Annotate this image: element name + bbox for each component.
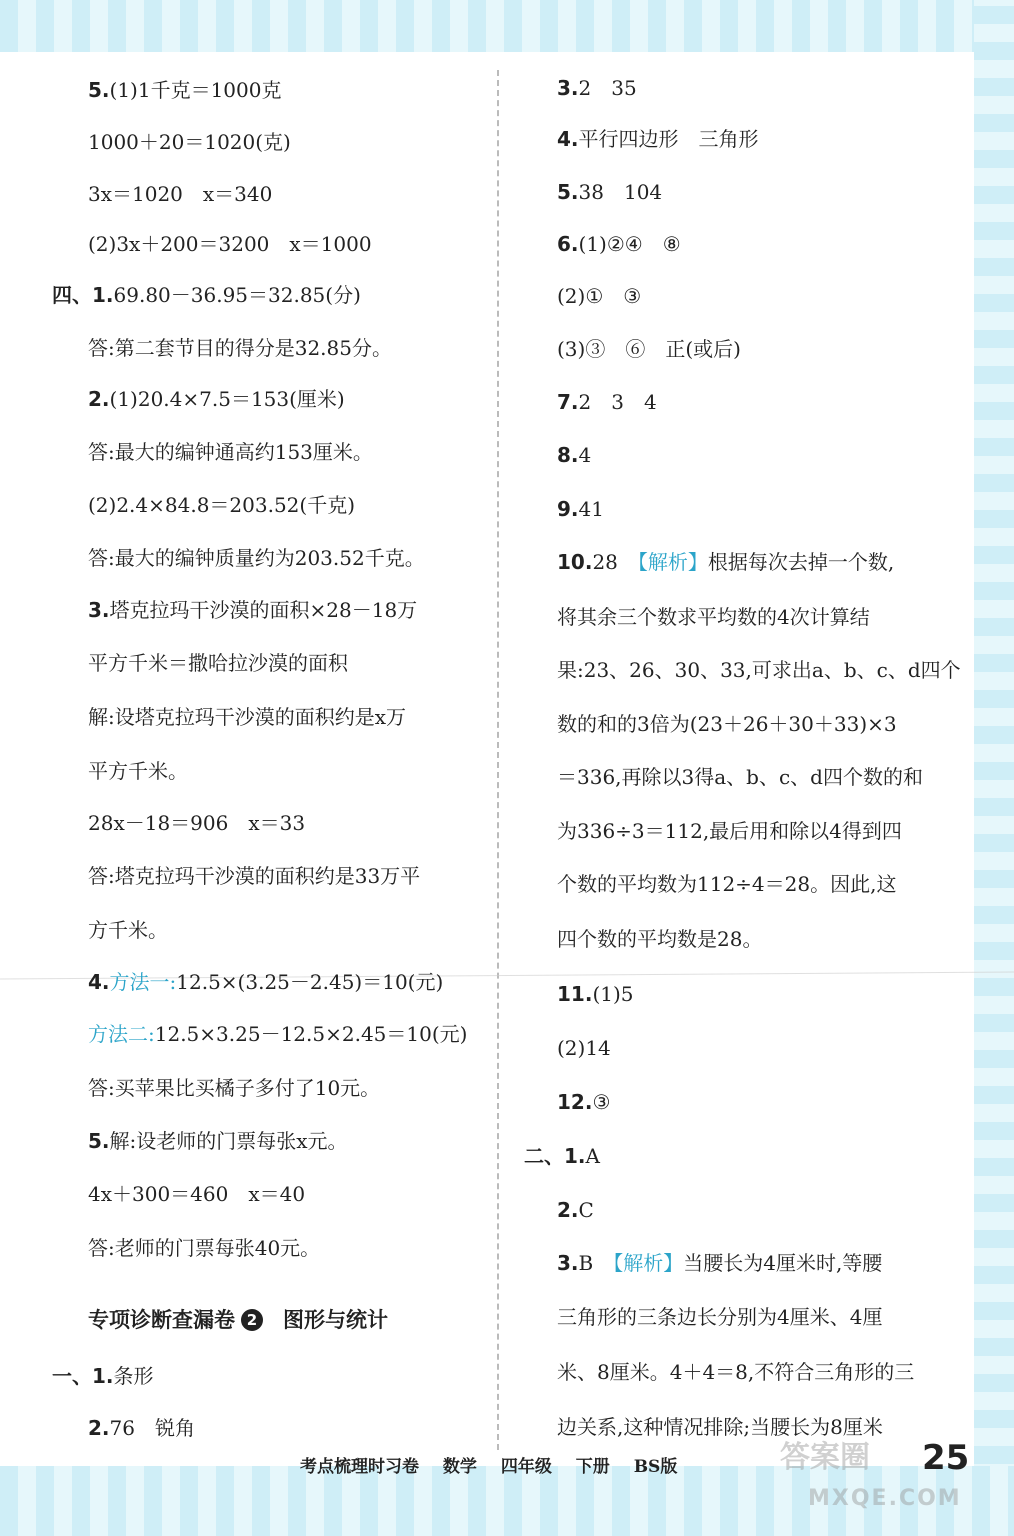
answer-line: 2.C: [557, 1198, 594, 1222]
answer-line: 2.76 锐角: [88, 1416, 195, 1440]
answer-line: (2)① ③: [557, 284, 642, 308]
answer-line: 答:塔克拉玛干沙漠的面积约是33万平: [88, 864, 421, 888]
answer-line: 28x－18＝906 x＝33: [88, 811, 306, 835]
answer-line: 2.(1)20.4×7.5＝153(厘米): [88, 387, 345, 411]
answer-line: 9.41: [557, 497, 604, 521]
footer-edition: BS版: [633, 1457, 678, 1477]
answer-line: 8.4: [557, 443, 592, 467]
section-title: 专项诊断查漏卷 2 图形与统计: [88, 1308, 388, 1332]
answer-line: 四、1.69.80－36.95＝32.85(分): [52, 283, 361, 307]
footer-subject: 数学: [442, 1457, 477, 1477]
answer-line: 米、8厘米。4＋4＝8,不符合三角形的三: [557, 1360, 915, 1384]
answer-line: 数的和的3倍为(23＋26＋30＋33)×3: [557, 712, 897, 736]
page-number: 25: [922, 1438, 970, 1478]
answer-line: 方法二:12.5×3.25－12.5×2.45＝10(元): [88, 1022, 468, 1046]
watermark-logo: 答案圈: [780, 1440, 870, 1475]
answer-line: (2)14: [557, 1036, 611, 1060]
answer-line: 答:买苹果比买橘子多付了10元。: [88, 1076, 381, 1100]
answer-line: 方千米。: [88, 918, 168, 942]
answer-line: 答:老师的门票每张40元。: [88, 1236, 321, 1260]
answer-line: 边关系,这种情况排除;当腰长为8厘米: [557, 1415, 883, 1439]
watermark-url: MXQE.COM: [808, 1486, 962, 1511]
answer-line: (3)③ ⑥ 正(或后): [557, 337, 741, 361]
answer-line: 答:最大的编钟质量约为203.52千克。: [88, 546, 425, 570]
answer-line: 4.平行四边形 三角形: [557, 127, 759, 151]
answer-line: 5.(1)1千克＝1000克: [88, 78, 282, 102]
answer-line: 3.B 【解析】当腰长为4厘米时,等腰: [557, 1251, 883, 1275]
answer-line: 三角形的三条边长分别为4厘米、4厘: [557, 1305, 883, 1329]
answer-line: 3x＝1020 x＝340: [88, 182, 273, 206]
answer-line: (2)3x＋200＝3200 x＝1000: [88, 232, 372, 256]
answer-line: 答:最大的编钟通高约153厘米。: [88, 440, 373, 464]
answer-line: 个数的平均数为112÷4＝28。因此,这: [557, 872, 897, 896]
answer-line: 将其余三个数求平均数的4次计算结: [557, 605, 870, 629]
answer-line: 5.解:设老师的门票每张x元。: [88, 1129, 348, 1153]
answer-line: 3.塔克拉玛干沙漠的面积×28－18万: [88, 598, 418, 622]
answer-line: 4.方法一:12.5×(3.25－2.45)＝10(元): [88, 970, 444, 994]
answer-line: 二、1.A: [524, 1144, 600, 1168]
decorative-top-border: [0, 0, 1014, 52]
answer-line: 一、1.条形: [52, 1364, 154, 1388]
answer-line: 平方千米＝撒哈拉沙漠的面积: [88, 651, 348, 675]
answer-line: 5.38 104: [557, 180, 663, 204]
section-number-badge: 2: [241, 1309, 263, 1331]
page-footer: [300, 1452, 695, 1477]
answer-line: 10.28 【解析】根据每次去掉一个数,: [557, 550, 895, 574]
answer-line: 答:第二套节目的得分是32.85分。: [88, 336, 392, 360]
answer-line: (2)2.4×84.8＝203.52(千克): [88, 493, 356, 517]
answer-line: 果:23、26、30、33,可求出a、b、c、d四个: [557, 658, 961, 682]
footer-book-title: 考点梳理时习卷: [300, 1457, 419, 1477]
answer-line: 7.2 3 4: [557, 390, 657, 414]
answer-line: 3.2 35: [557, 76, 637, 100]
answer-line: 解:设塔克拉玛干沙漠的面积约是x万: [88, 705, 407, 729]
answer-line: 11.(1)5: [557, 982, 634, 1006]
answer-line: ＝336,再除以3得a、b、c、d四个数的和: [557, 765, 923, 789]
answer-line: 平方千米。: [88, 759, 188, 783]
answer-line: 四个数的平均数是28。: [557, 927, 763, 951]
answer-line: 为336÷3＝112,最后用和除以4得到四: [557, 819, 902, 843]
answer-line: 6.(1)②④ ⑧: [557, 232, 681, 256]
answer-line: 1000＋20＝1020(克): [88, 130, 291, 154]
column-divider: [497, 70, 499, 1450]
decorative-right-border: [974, 0, 1014, 1536]
answer-line: 4x＋300＝460 x＝40: [88, 1182, 306, 1206]
footer-grade: 四年级: [500, 1457, 552, 1477]
answer-line: 12.③: [557, 1090, 611, 1114]
footer-volume: 下册: [575, 1457, 610, 1477]
